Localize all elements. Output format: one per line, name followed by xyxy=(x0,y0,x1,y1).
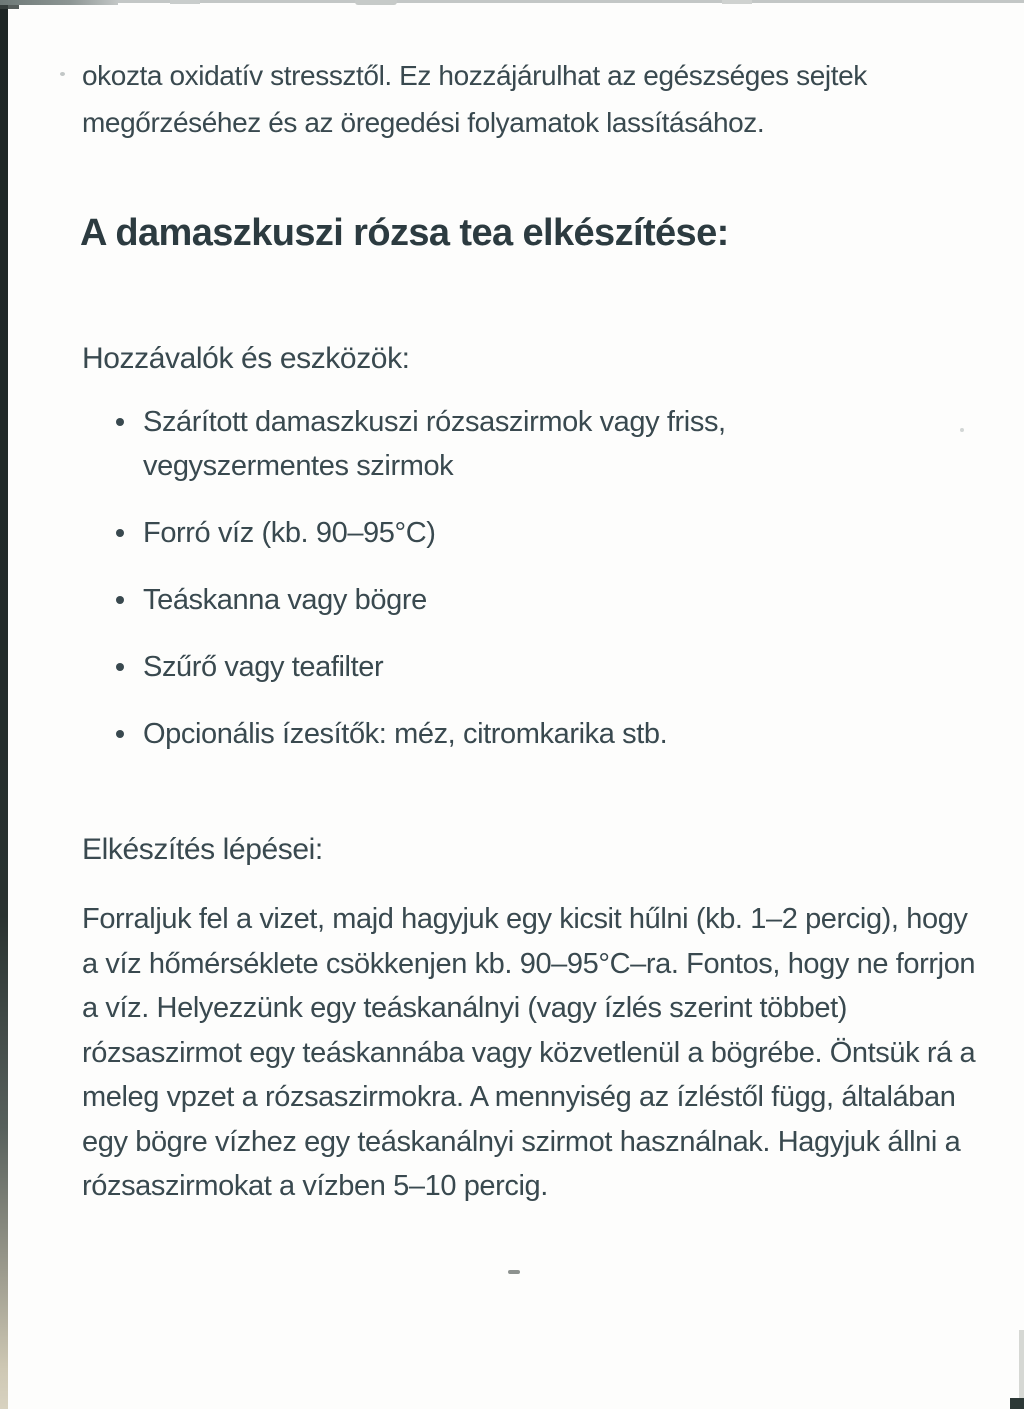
list-item xyxy=(143,578,903,622)
steps-paragraph: Forraljuk fel a vizet, majd hagyjuk egy kicsit hűlni (kb. 1–2 percig), hogy a víz hőmérséklete csökkenjen kb. 90–95°C–ra. Fontos, hogy ne forrjon a víz. Helyezzünk egy teáskanálnyi (vagy ízlés szerint többet) rózsaszirmot egy teáskannába vagy közvetlenül a bögrébe. Öntsük rá a meleg vpzet a rózsaszirmokra. A mennyiség az ízléstől függ, általában egy bögre vízhez egy teáskanálnyi szirmot használnak. Hagyjuk állni a rózsaszirmokat a vízben 5–10 percig. xyxy=(82,903,976,1202)
scan-edge-left-bar xyxy=(0,0,8,1409)
intro-paragraph: okozta oxidatív stressztől. Ez hozzájárulhat az egészséges sejtek megőrzéséhez és az öregedési folyamatok lassításához. xyxy=(82,60,867,138)
list-item xyxy=(143,400,903,488)
list-item-text: Forró víz (kb. 90–95°C) xyxy=(143,517,436,549)
scan-artifact-top-line xyxy=(0,0,1024,3)
bullet-icon xyxy=(116,418,124,426)
steps-label: Elkészítés lépései: xyxy=(82,833,323,866)
scan-artifact-smudge xyxy=(170,0,200,4)
list-item-text: Teáskanna vagy bögre xyxy=(143,584,427,616)
bullet-icon xyxy=(116,663,124,671)
scan-artifact-smudge xyxy=(355,0,397,5)
bullet-icon xyxy=(116,730,124,738)
list-item-text: Opcionális ízesítők: méz, citromkarika stb. xyxy=(143,718,668,750)
page-title: A damaszkuszi rózsa tea elkészítése: xyxy=(80,212,729,254)
scan-artifact-dot xyxy=(960,428,964,432)
scan-artifact-dash xyxy=(508,1270,520,1274)
bullet-icon xyxy=(116,529,124,537)
scan-artifact-top-line-dark xyxy=(0,0,118,5)
ingredients-label: Hozzávalók és eszközök: xyxy=(82,342,410,375)
scan-artifact-smudge xyxy=(722,0,752,4)
list-item xyxy=(143,712,903,756)
list-item xyxy=(143,645,903,689)
bullet-icon xyxy=(116,596,124,604)
list-item xyxy=(143,511,903,555)
ingredients-list xyxy=(143,400,903,779)
list-item-text: Szárított damaszkuszi rózsaszirmok vagy friss, vegyszermentes szirmok xyxy=(143,406,726,482)
list-item-text: Szűrő vagy teafilter xyxy=(143,651,384,683)
scan-artifact-corner-mark xyxy=(1010,1398,1024,1409)
scan-artifact-dot xyxy=(60,72,65,76)
